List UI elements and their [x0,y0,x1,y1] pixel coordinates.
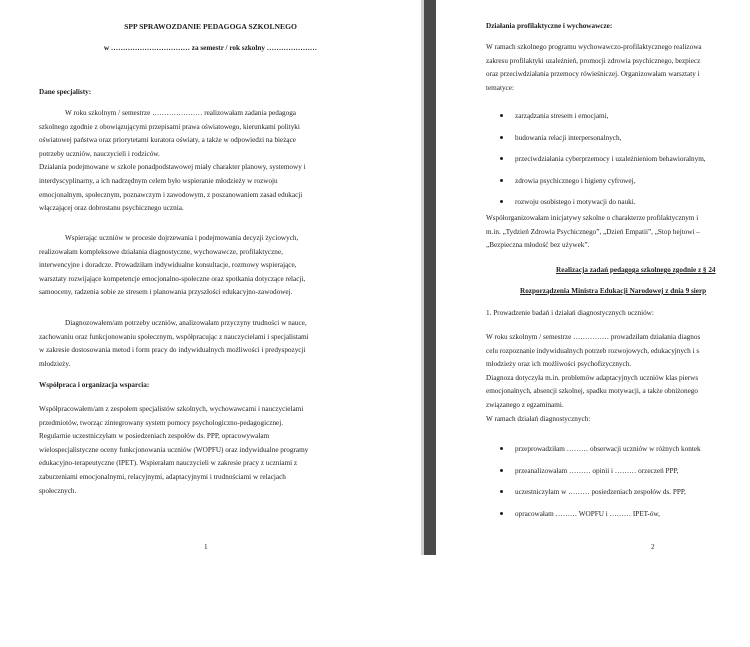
bullet-dot-icon [500,136,503,139]
section-heading-tasks: Realizacja zadań pedagoga szkolnego zgodnie z § 24 [556,266,716,274]
paragraph-line: Diagnozowałem/am potrzeby uczniów, analizowałam przyczyny trudności w nauce, [65,319,307,327]
paragraph-line: zakresu profilaktyki uzależnień, promocji zdrowia psychicznego, bezpiecz [486,56,701,65]
list-item: zarządzania stresem i emocjami, [500,110,608,123]
bullet-dot-icon [500,490,503,493]
paragraph-line: Wspierając uczniów w procesie dojrzewania i podejmowania decyzji życiowych, [65,234,299,242]
paragraph-line: potrzeby uczniów, nauczycieli i rodziców. [39,149,160,158]
paragraph-line: tematyce: [486,83,514,92]
bullet-dot-icon [500,512,503,515]
paragraph-line: w zakresie dostosowania metod i form pracy do indywidualnych możliwości i predyspozycji [39,346,306,355]
paragraph-line: interwencyjne i doradcze. Prowadziłam indywidualne konsultacje, rozmowy wspierające, [39,261,297,270]
list-item: rozwoju osobistego i motywacji do nauki. [500,196,636,209]
paragraph-line: W ramach szkolnego programu wychowawczo-profilaktycznego realizowa [486,43,702,51]
paragraph-line: emocjonalnym, społecznym, poznawczym i zawodowym, z poszanowaniem zasad edukacji [39,190,303,199]
paragraph-line: Działania podejmowane w szkole ponadpodstawowej miały charakter planowy, systemowy i [39,163,306,172]
paragraph-line: samooceny, radzenia sobie ze stresem i planowania przyszłości edukacyjno-zawodowej. [39,288,293,297]
document-title: SPP SPRAWOZDANIE PEDAGOGA SZKOLNEGO [124,22,297,31]
paragraph-line: m.in. „Tydzień Zdrowia Psychicznego”, „Dzień Empatii”, „Stop hejtowi – [486,227,700,236]
page-number: 1 [204,543,208,551]
list-item: przeanalizowałam ……… opinii i ……… orzeczeń PPP, [500,465,678,478]
section-heading-prevention: Działania profilaktyczne i wychowawcze: [486,22,613,30]
paragraph-line: W ramach działań diagnostycznych: [486,414,591,423]
bullet-dot-icon [500,447,503,450]
paragraph-line: włączającej oraz dobrostanu psychicznego ucznia. [39,204,184,213]
section-heading-regulation: Rozporządzenia Ministra Edukacji Narodowej z dnia 9 sierp [520,287,707,295]
list-item: uczestniczyłam w ……… posiedzeniach zespołów ds. PPP, [500,486,686,499]
paragraph-diagnostics [486,331,750,426]
list-item: opracowałam ……… WOPFU i ……… IPET-ów, [500,508,660,521]
page-2 [436,0,750,555]
paragraph-1 [39,107,387,216]
paragraph-line: społecznych. [39,486,77,495]
paragraph-4 [39,403,387,498]
paragraph-line: warsztaty rozwijające kompetencje emocjonalno-społeczne oraz spotkania dotyczące relacji, [39,274,306,283]
paragraph-initiatives [486,212,750,253]
paragraph-line: edukacyjno-terapeutyczne (IPET). Wspierałam nauczycieli w zakresie pracy z uczniami z [39,459,298,468]
paragraph-line: szkolnego zgodnie z obowiązującymi przepisami prawa oświatowego, kierunkami polityki [39,122,300,131]
paragraph-line: Diagnoza dotyczyła m.in. problemów adaptacyjnych uczniów klas pierws [486,373,699,382]
paragraph-line: oraz przeciwdziałania przemocy rówieśniczej. Organizowałam warsztaty i [486,70,700,79]
page-number: 2 [651,543,655,551]
paragraph-prevention [486,41,750,95]
numbered-item-diagnostics: 1. Prowadzenie badań i działań diagnostycznych uczniów: [486,309,654,317]
paragraph-line: Współorganizowałam inicjatywy szkolne o charakterze profilaktycznym i [486,214,699,222]
section-heading-cooperation: Współpraca i organizacja wsparcia: [39,381,150,389]
paragraph-line: realizowałam kompleksowe działania diagnostyczne, wychowawcze, profilaktyczne, [39,247,283,256]
paragraph-line: Regularnie uczestniczyłam w posiedzeniach zespołów ds. PPP, opracowywałam [39,432,270,441]
paragraph-2 [39,232,387,300]
paragraph-line: celu rozpoznanie indywidualnych potrzeb rozwojowych, edukacyjnych i s [486,346,700,355]
list-item: przeciwdziałania cyberprzemocy i uzależnieniom behawioralnym, [500,153,706,166]
paragraph-line: związanego z egzaminami. [486,400,564,409]
paragraph-line: emocjonalnych, absencji szkolnej, spadku motywacji, a także obniżonego [486,387,698,396]
paragraph-line: Współpracowałem/am z zespołem specjalistów szkolnych, wychowawcami i nauczycielami [39,405,304,413]
bullet-dot-icon [500,469,503,472]
paragraph-3 [39,317,387,371]
list-item: budowania relacji interpersonalnych, [500,132,621,145]
paragraph-line: interdyscyplinarny, a ich nadrzędnym celem było wspieranie młodzieży w rozwoju [39,176,278,185]
page-1 [0,0,421,555]
bullet-dot-icon [500,114,503,117]
paragraph-line: zachowaniu oraz funkcjonowaniu społecznym, współpracując z nauczycielami i specjalistami [39,332,309,341]
paragraph-line: młodzieży. [39,359,71,368]
list-item: zdrowia psychicznego i higieny cyfrowej, [500,175,635,188]
paragraph-line: W roku szkolnym / semestrze …………… prowadziłam działania diagnos [486,333,701,341]
paragraph-line: W roku szkolnym / semestrze ………………… realizowałam zadania pedagoga [65,109,296,117]
paragraph-line: „Bezpieczna młodość bez używek”. [486,241,590,250]
paragraph-line: zaburzeniami emocjonalnymi, relacyjnymi, adaptacyjnymi i trudnościami w relacjach [39,472,286,481]
paragraph-line: wielospecjalistyczne oceny funkcjonowania uczniów (WOPFU) oraz indywidualne programy [39,445,309,454]
bullet-dot-icon [500,157,503,160]
paragraph-line: oświatowej państwa oraz priorytetami kuratora oświaty, a także w odpowiedzi na bieżące [39,136,296,145]
page-gutter [424,0,436,555]
document-subtitle: w …………………………… za semestr / rok szkolny ………………… [103,44,318,52]
paragraph-line: przedmiotów, tworząc zintegrowany system pomocy psychologiczno-pedagogicznej. [39,418,284,427]
section-heading-specialist: Dane specjalisty: [39,88,92,96]
bullet-dot-icon [500,200,503,203]
bullet-dot-icon [500,179,503,182]
paragraph-line: młodzieży oraz ich możliwości psychofizycznych. [486,360,632,369]
blank-area [0,555,750,647]
list-item: przeprowadziłam ……… obserwacji uczniów w różnych kontek [500,443,701,456]
